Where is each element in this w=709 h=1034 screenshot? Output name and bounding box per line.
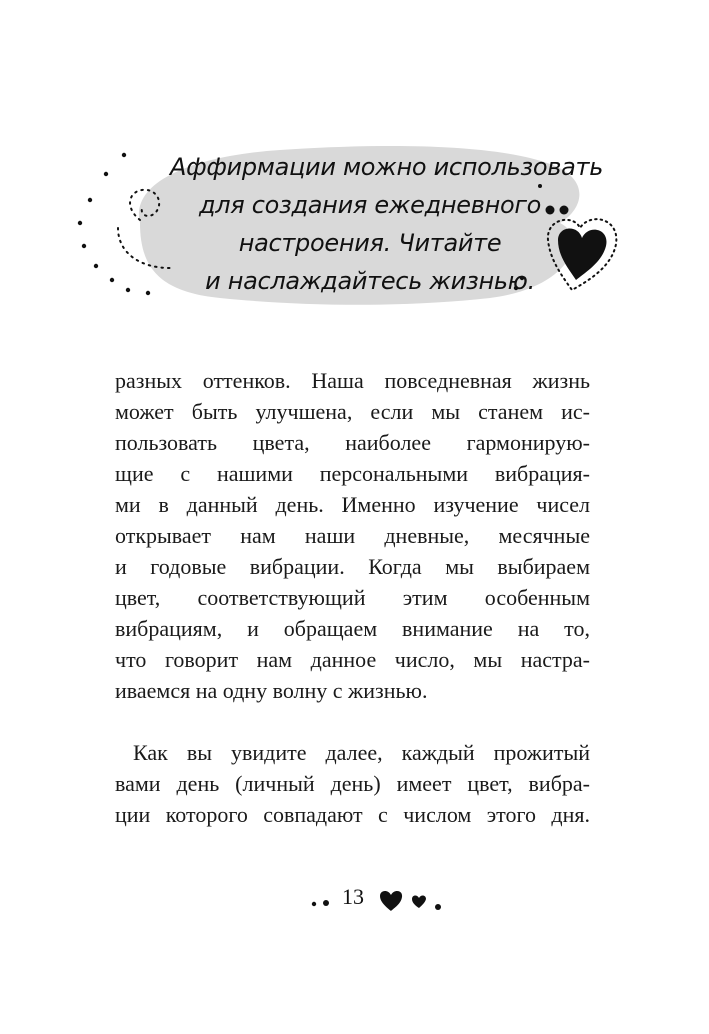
callout-text <box>170 148 604 300</box>
callout-line: Аффирмации можно использовать <box>170 153 604 181</box>
text-line: Как вы увидите далее, каждый прожитый <box>133 740 590 765</box>
text-line: цвет, соответствующий этим особенным <box>115 585 590 610</box>
page-number: 13 <box>342 884 364 909</box>
callout-line: настроения. Читайте <box>238 229 502 257</box>
text-line: иваемся на одну волну с жизнью. <box>115 678 428 703</box>
text-line: щие с нашими персональными вибрация- <box>115 461 590 486</box>
text-line: что говорит нам данное число, мы настра- <box>115 647 590 672</box>
footer-dot <box>312 902 316 906</box>
text-line: может быть улучшена, если мы станем ис- <box>115 399 590 424</box>
text-line: вами день (личный день) имеет цвет, вибра- <box>115 771 590 796</box>
text-line: пользовать цвета, наиболее гармонирую- <box>115 430 590 455</box>
text-line: открывает нам наши дневные, месячные <box>115 523 590 548</box>
body-text <box>115 365 590 830</box>
left-dots <box>78 153 150 295</box>
footer-decoration <box>300 880 460 920</box>
text-line: разных оттенков. Наша повседневная жизнь <box>115 368 590 393</box>
text-line: ми в данный день. Именно изучение чисел <box>115 492 590 517</box>
small-heart-icon <box>412 895 426 908</box>
text-line: вибрациям, и обращаем внимание на то, <box>115 616 590 641</box>
text-line: ции которого совпадают с числом этого дня. <box>115 802 590 827</box>
page-footer <box>300 880 460 920</box>
callout-line: и наслаждайтесь жизнью. <box>205 267 535 295</box>
callout-line: для создания ежедневного <box>198 191 542 219</box>
paragraph-2 <box>115 737 590 830</box>
paragraph-1 <box>115 365 590 706</box>
heart-icon <box>380 891 402 911</box>
footer-dot <box>323 900 329 906</box>
affirmation-callout <box>70 128 630 318</box>
footer-dot <box>435 904 441 910</box>
text-line: и годовые вибрации. Когда мы выбираем <box>115 554 590 579</box>
